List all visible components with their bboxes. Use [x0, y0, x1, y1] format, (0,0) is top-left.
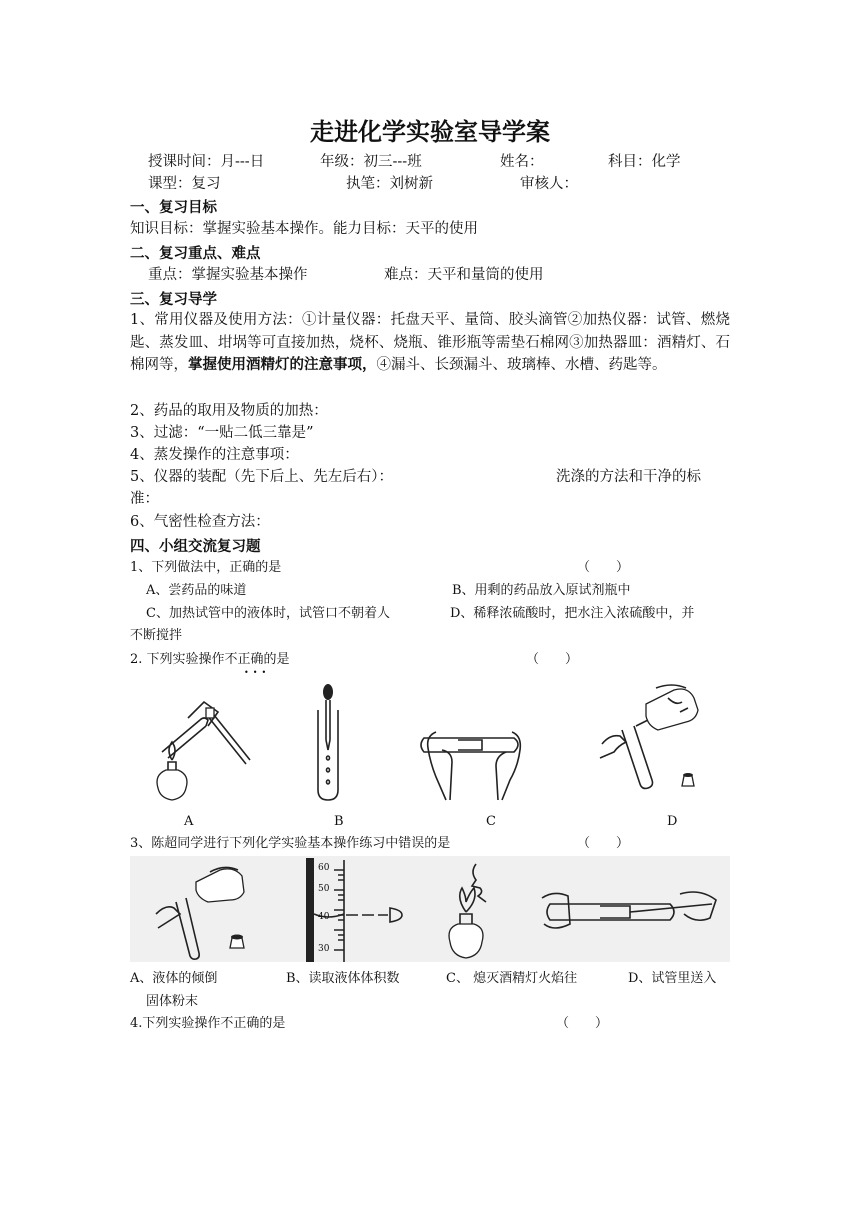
guide-item-5-cont: 准：	[130, 491, 159, 507]
q1-option-d: D、稀释浓硫酸时，把水注入浓硫酸中，并	[450, 606, 695, 621]
meta-reviewer: 审核人：	[520, 176, 578, 192]
q3-stem: 3、陈超同学进行下列化学实验基本操作练习中错误的是	[130, 836, 451, 851]
q1-option-d-cont: 不断搅拌	[130, 628, 183, 643]
section-heading-key-points: 二、复习重点、难点	[130, 246, 261, 262]
guide-item-1	[130, 309, 730, 377]
meta-name: 姓名：	[500, 154, 544, 170]
meta-author: 执笔：刘树新	[346, 176, 433, 192]
q1-stem: 1、下列做法中，正确的是	[130, 560, 282, 575]
cylinder-scale-40: 40	[318, 912, 330, 922]
meta-time: 授课时间：月---日	[148, 154, 265, 170]
q3-option-b: B、读取液体体积数	[286, 971, 400, 986]
section-heading-exercises: 四、小组交流复习题	[130, 539, 261, 555]
q2-label-c: C	[486, 814, 496, 829]
meta-subject: 科目：化学	[608, 154, 681, 170]
guide-item-1-bold: 掌握使用酒精灯的注意事项，	[188, 357, 377, 373]
q3-figure-d-powder	[540, 884, 720, 944]
cylinder-scale-60: 60	[318, 863, 330, 873]
meta-type: 课型：复习	[148, 176, 221, 192]
q3-option-d: D、试管里送入	[628, 971, 717, 986]
q4-stem: 4.下列实验操作不正确的是	[130, 1016, 286, 1031]
q2-answer-paren: （ ）	[526, 652, 579, 667]
guide-item-1-text-a: 1、常用仪器及使用方法：①计量仪器：托盘天平、量筒、胶头滴管②加热仪器：试管、燃烧匙、蒸发皿、坩埚等可直接加热，烧杯、烧瓶、锥形瓶等需垫石棉网③加热器皿：酒精灯、石棉网等，	[130, 312, 730, 373]
q2-label-d: D	[667, 814, 678, 829]
q2-figure-a-heating	[148, 690, 258, 805]
q3-option-d-cont: 固体粉末	[146, 994, 199, 1009]
q3-figure-a-pouring	[150, 862, 260, 962]
q2-stem: 2. 下列实验操作不正确的是	[130, 652, 290, 667]
q1-answer-paren: （ ）	[577, 560, 630, 575]
guide-item-3: 3、过滤：“一贴二低三靠是”	[130, 425, 314, 441]
emphasis-dots: •••	[244, 668, 271, 677]
guide-item-6: 6、气密性检查方法：	[130, 514, 270, 530]
q1-option-c: C、加热试管中的液体时，试管口不朝着人	[146, 606, 390, 621]
page-title: 走进化学实验室导学案	[310, 118, 550, 146]
q2-figure-c-shaking	[418, 722, 533, 802]
q3-answer-paren: （ ）	[577, 836, 630, 851]
q2-label-b: B	[334, 814, 344, 829]
goals-text: 知识目标：掌握实验基本操作。能力目标：天平的使用	[130, 221, 478, 237]
q1-option-a: A、尝药品的味道	[146, 583, 247, 598]
q3-option-a: A、液体的倾倒	[130, 971, 218, 986]
key-point-text: 重点：掌握实验基本操作	[148, 267, 308, 283]
difficult-point-text: 难点：天平和量筒的使用	[384, 267, 544, 283]
cylinder-scale-50: 50	[318, 884, 330, 894]
section-heading-goals: 一、复习目标	[130, 200, 217, 216]
q3-option-c: C、 熄灭酒精灯火焰往	[446, 971, 578, 986]
q4-answer-paren: （ ）	[556, 1016, 609, 1031]
q3-figure-c-lamp	[440, 862, 520, 962]
section-heading-guide: 三、复习导学	[130, 292, 217, 308]
guide-item-1-text-b: ④漏斗、长颈漏斗、玻璃棒、水槽、药匙等。	[376, 357, 667, 373]
q1-option-b: B、用剩的药品放入原试剂瓶中	[452, 583, 631, 598]
guide-item-4: 4、蒸发操作的注意事项：	[130, 447, 299, 463]
meta-grade: 年级：初三---班	[320, 154, 422, 170]
cylinder-scale-30: 30	[318, 944, 330, 954]
q2-figure-d-pouring	[596, 686, 706, 796]
q2-figure-b-dropper	[308, 680, 348, 805]
guide-item-5: 5、仪器的装配（先下后上、先左后右）：	[130, 469, 393, 485]
q2-label-a: A	[184, 814, 194, 829]
guide-item-5-wash: 洗涤的方法和干净的标	[556, 469, 701, 485]
guide-item-2: 2、药品的取用及物质的加热：	[130, 403, 328, 419]
